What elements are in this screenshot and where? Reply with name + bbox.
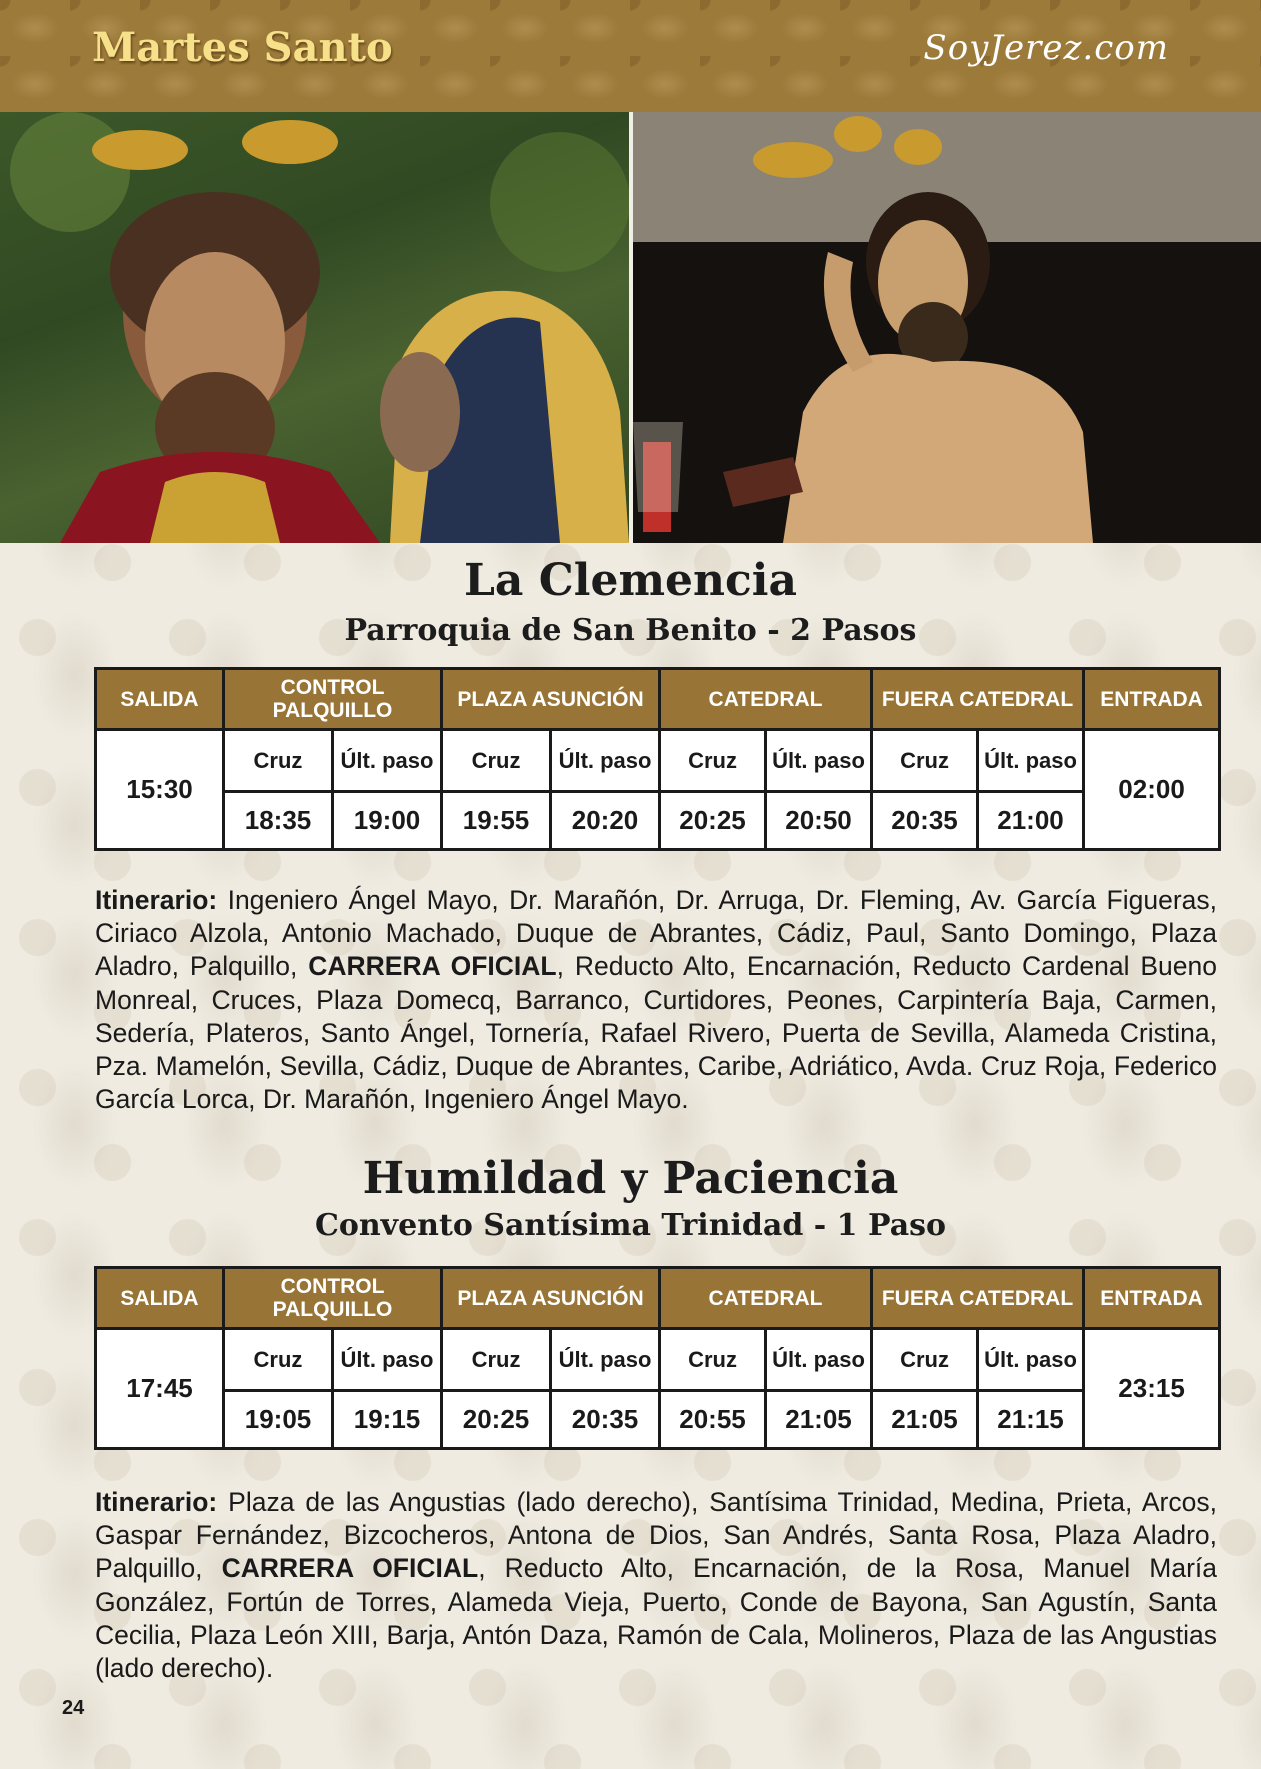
entrada-time: 23:15 [1084,1329,1220,1449]
schedule-table-2 [94,1266,1221,1450]
label-cruz: Cruz [872,1329,978,1391]
header-entrada: ENTRADA [1084,669,1220,730]
itinerary-label: Itinerario: [95,1487,218,1517]
label-cruz: Cruz [872,730,978,792]
label-ult-paso: Últ. paso [551,1329,660,1391]
section-2-subtitle: Convento Santísima Trinidad - 1 Paso [314,1208,947,1243]
page-header [0,0,1261,112]
header-catedral: CATEDRAL [660,1268,872,1329]
label-cruz: Cruz [224,730,333,792]
header-entrada: ENTRADA [1084,1268,1220,1329]
itinerary-1 [95,884,1217,1116]
label-cruz: Cruz [224,1329,333,1391]
time-cell: 20:25 [442,1391,551,1449]
label-cruz: Cruz [660,1329,766,1391]
header-salida: SALIDA [96,669,224,730]
label-ult-paso: Últ. paso [551,730,660,792]
time-cell: 20:20 [551,792,660,850]
time-cell: 20:50 [766,792,872,850]
header-plaza-asuncion: PLAZA ASUNCIÓN [442,669,660,730]
time-cell: 21:05 [766,1391,872,1449]
photo-right [633,112,1261,543]
label-ult-paso: Últ. paso [333,1329,442,1391]
itinerary-label: Itinerario: [95,885,218,915]
section-1-title: La Clemencia [463,555,798,606]
itinerary-text: , Reducto Alto, Encarnación, Reducto Cardenal Bueno Monreal, Cruces, Plaza Domecq, Barranco, Curtidores, Peones, Carpintería Baja, Carmen, Sedería, Plateros, Santo Ángel, Tornería, Rafael Rivero, Puerta de Sevilla, Alameda Cristina, Pza. Mamelón, Sevilla, Cádiz, Duque de Abrantes, Caribe, Adriático, Avda. Cruz Roja, Federico García Lorca, Dr. Marañón, Ingeniero Ángel Mayo. [95,951,1217,1115]
itinerary-text: Plaza de las Angustias (lado derecho), Santísima Trinidad, Medina, Prieta, Arcos, Gaspar Fernández, Bizcocheros, Antona de Dios, San Andrés, Santa Rosa, Plaza Aladro, Palquillo, [95,1487,1217,1584]
salida-time: 17:45 [96,1329,224,1449]
header-control-palquillo: CONTROL PALQUILLO [224,669,442,730]
itinerary-text: , Reducto Alto, Encarnación, de la Rosa, Manuel María González, Fortún de Torres, Alameda Vieja, Puerto, Conde de Bayona, San Agustín, Santa Cecilia, Plaza León XIII, Barja, Antón Daza, Ramón de Cala, Molineros, Plaza de las Angustias (lado derecho). [95,1553,1217,1684]
time-cell: 19:00 [333,792,442,850]
time-cell: 21:05 [872,1391,978,1449]
image-icon [0,112,629,543]
time-cell: 19:15 [333,1391,442,1449]
photo-left [0,112,629,543]
time-cell: 21:15 [978,1391,1084,1449]
header-plaza-asuncion: PLAZA ASUNCIÓN [442,1268,660,1329]
header-catedral: CATEDRAL [660,669,872,730]
label-cruz: Cruz [442,1329,551,1391]
time-cell: 21:00 [978,792,1084,850]
salida-time: 15:30 [96,730,224,850]
time-cell: 20:25 [660,792,766,850]
header-salida: SALIDA [96,1268,224,1329]
time-cell: 20:35 [872,792,978,850]
schedule-table-1 [94,667,1221,851]
page-title: Martes Santo [92,24,393,71]
label-ult-paso: Últ. paso [978,1329,1084,1391]
itinerary-highlight: CARRERA OFICIAL [221,1553,479,1584]
time-cell: 19:05 [224,1391,333,1449]
itinerary-highlight: CARRERA OFICIAL [308,951,557,982]
label-ult-paso: Últ. paso [766,1329,872,1391]
label-ult-paso: Últ. paso [766,730,872,792]
brand-logo: SoyJerez.com [923,28,1169,68]
time-cell: 20:55 [660,1391,766,1449]
header-control-palquillo: CONTROL PALQUILLO [224,1268,442,1329]
label-ult-paso: Últ. paso [333,730,442,792]
label-cruz: Cruz [442,730,551,792]
time-cell: 20:35 [551,1391,660,1449]
time-cell: 18:35 [224,792,333,850]
label-ult-paso: Últ. paso [978,730,1084,792]
label-cruz: Cruz [660,730,766,792]
itinerary-text: Ingeniero Ángel Mayo, Dr. Marañón, Dr. Arruga, Dr. Fleming, Av. García Figueras, Ciriaco Alzola, Antonio Machado, Duque de Abrantes, Cádiz, Paul, Santo Domingo, Plaza Aladro, Palquillo, [95,885,1217,982]
header-fuera-catedral: FUERA CATEDRAL [872,669,1084,730]
section-2-title: Humildad y Paciencia [362,1153,899,1204]
header-fuera-catedral: FUERA CATEDRAL [872,1268,1084,1329]
section-1-subtitle: Parroquia de San Benito - 2 Pasos [344,613,917,648]
image-icon [633,112,1261,543]
page-number: 24 [62,1697,85,1719]
itinerary-2 [95,1486,1217,1685]
time-cell: 19:55 [442,792,551,850]
entrada-time: 02:00 [1084,730,1220,850]
